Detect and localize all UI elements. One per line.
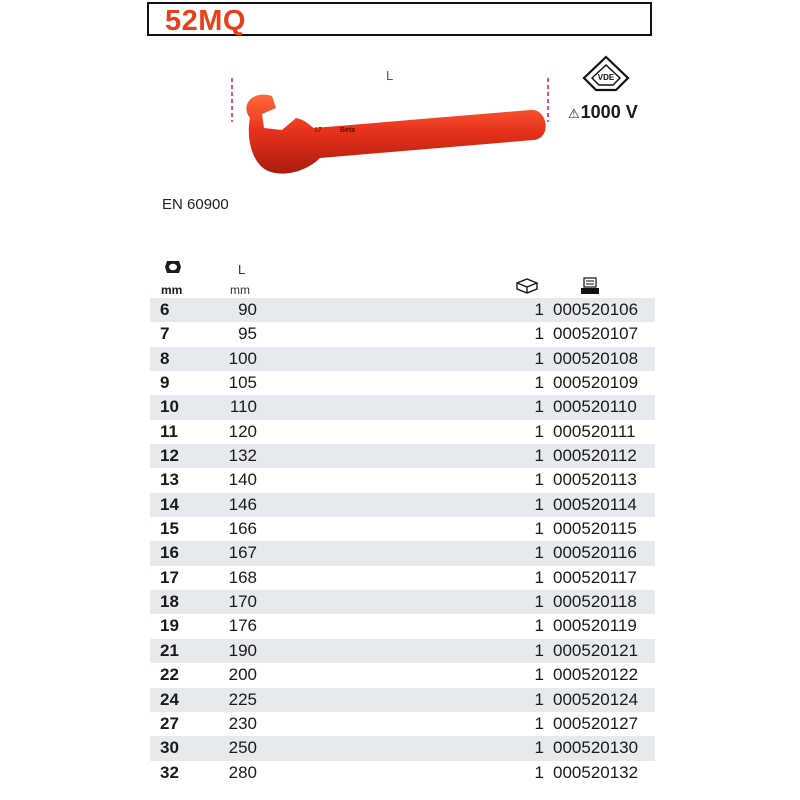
product-code-cell: 000520108 [553,348,639,368]
wrench-image [210,60,560,190]
standard-label: EN 60900 [162,196,229,213]
quantity-cell: 1 [534,397,544,417]
quantity-cell: 1 [534,421,544,441]
table-row [150,712,655,736]
quantity-cell: 1 [534,640,544,660]
size-unit-label: mm [161,283,183,297]
product-code-cell: 000520110 [553,397,637,417]
table-row [150,347,655,371]
product-code-cell: 000520127 [553,713,639,733]
product-table [150,258,655,785]
handle-size-mark: 17 [314,127,322,134]
size-cell: 10 [160,397,179,417]
quantity-cell: 1 [534,494,544,514]
table-body [150,298,655,785]
product-code-cell: 000520132 [553,762,639,782]
quantity-cell: 1 [534,762,544,782]
product-code-icon [580,276,600,296]
table-row [150,639,655,663]
product-code-cell: 000520114 [553,494,637,514]
size-cell: 32 [160,762,179,782]
product-code-cell: 000520107 [553,324,639,344]
product-code-cell: 000520118 [553,592,637,612]
vde-mark-text: VDE [597,73,615,82]
size-cell: 16 [160,543,179,563]
quantity-cell: 1 [534,300,544,319]
size-cell: 24 [160,689,179,709]
length-cell: 167 [228,543,257,563]
quantity-cell: 1 [534,519,544,539]
product-code-cell: 000520113 [553,470,637,490]
product-code-cell: 000520121 [553,640,639,660]
table-row [150,614,655,638]
product-code-cell: 000520115 [553,519,637,539]
size-cell: 18 [160,592,179,612]
length-cell: 90 [238,300,257,319]
product-code-cell: 000520109 [553,373,639,393]
size-cell: 13 [160,470,179,490]
quantity-cell: 1 [534,616,544,636]
quantity-cell: 1 [534,543,544,563]
size-cell: 19 [160,616,179,636]
size-cell: 21 [160,640,179,660]
vde-triangle-icon [580,54,632,96]
table-row [150,322,655,346]
length-cell: 170 [228,592,257,612]
quantity-cell: 1 [534,373,544,393]
nut-size-icon [164,260,182,274]
package-quantity-icon [516,276,538,294]
voltage-rating [568,101,638,125]
dimension-L-label: L [386,68,394,83]
size-cell: 9 [160,373,170,393]
length-cell: 230 [228,713,257,733]
length-cell: 200 [228,665,257,685]
table-row [150,493,655,517]
product-code-cell: 000520122 [553,665,639,685]
table-row [150,688,655,712]
handle-brand-text: Beta [340,127,356,134]
size-cell: 6 [160,300,170,319]
product-code-cell: 000520124 [553,689,639,709]
table-row [150,517,655,541]
voltage-value: 1000 V [580,102,638,122]
quantity-cell: 1 [534,324,544,344]
size-cell: 7 [160,324,170,344]
length-cell: 140 [228,470,257,490]
table-row [150,395,655,419]
size-cell: 17 [160,567,179,587]
length-cell: 176 [228,616,257,636]
table-row [150,761,655,785]
size-cell: 27 [160,713,179,733]
table-row [150,590,655,614]
voltage-warning-icon: ⚠ [568,106,580,121]
table-row [150,736,655,760]
size-cell: 22 [160,665,179,685]
product-code-title: 52MQ [165,5,246,37]
table-row [150,298,655,322]
length-cell: 250 [228,738,257,758]
length-cell: 225 [228,689,257,709]
title-box [147,2,652,36]
length-cell: 100 [228,348,257,368]
quantity-cell: 1 [534,470,544,490]
size-cell: 11 [160,421,178,441]
length-cell: 105 [228,373,257,393]
length-cell: 168 [228,567,257,587]
quantity-cell: 1 [534,567,544,587]
length-cell: 280 [228,762,257,782]
table-row [150,444,655,468]
length-cell: 146 [228,494,257,514]
length-header-label: L [238,262,246,277]
quantity-cell: 1 [534,713,544,733]
table-row [150,663,655,687]
product-code-cell: 000520116 [553,543,637,563]
quantity-cell: 1 [534,689,544,709]
length-cell: 110 [229,397,257,417]
product-code-cell: 000520117 [553,567,637,587]
length-cell: 166 [228,519,257,539]
quantity-cell: 1 [534,592,544,612]
size-cell: 12 [160,446,179,466]
length-unit-label: mm [230,283,250,297]
quantity-cell: 1 [534,446,544,466]
table-row [150,371,655,395]
quantity-cell: 1 [534,665,544,685]
size-cell: 8 [160,348,170,368]
size-cell: 15 [160,519,179,539]
table-row [150,566,655,590]
quantity-cell: 1 [534,738,544,758]
quantity-cell: 1 [534,348,544,368]
product-code-cell: 000520112 [553,446,637,466]
product-code-cell: 000520106 [553,300,639,319]
product-code-cell: 000520130 [553,738,639,758]
product-code-cell: 000520111 [553,421,636,441]
length-cell: 132 [228,446,257,466]
length-cell: 120 [228,421,257,441]
size-cell: 14 [160,494,179,514]
size-cell: 30 [160,738,179,758]
length-cell: 95 [238,324,257,344]
length-cell: 190 [228,640,257,660]
product-code-cell: 000520119 [553,616,637,636]
table-row [150,420,655,444]
table-row [150,468,655,492]
table-row [150,541,655,565]
table-header [150,258,655,298]
